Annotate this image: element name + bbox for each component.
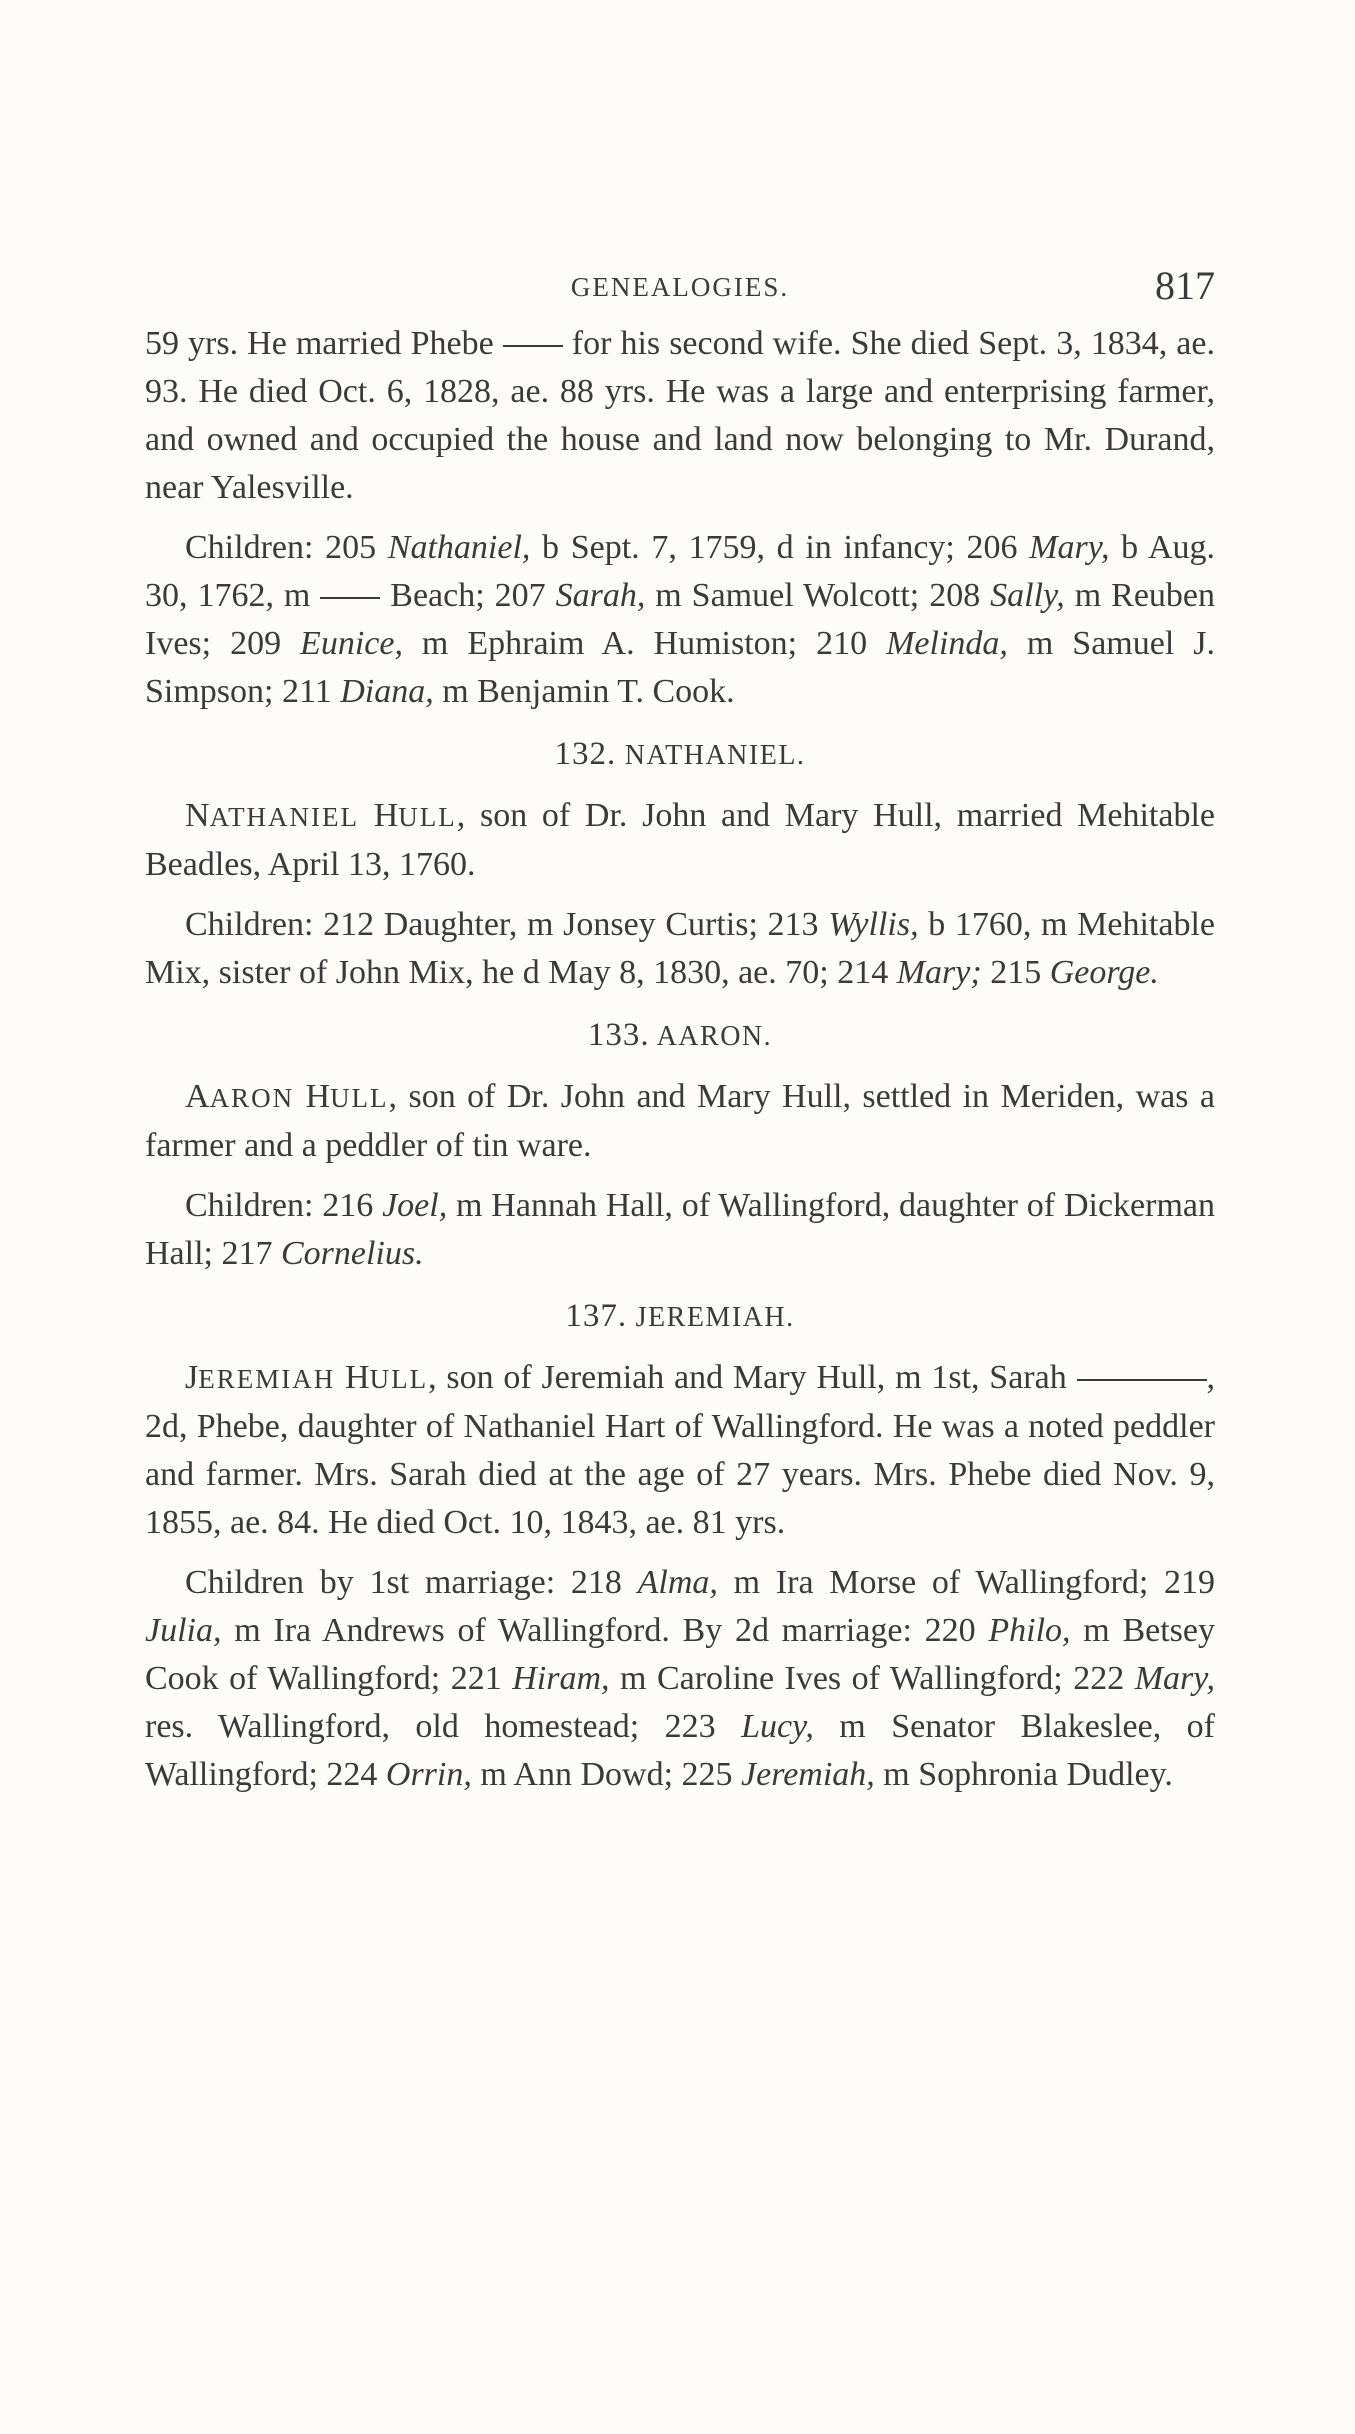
child-name: Orrin, xyxy=(385,1756,472,1793)
small-caps-initial: H xyxy=(335,1359,370,1396)
section-number: 133. xyxy=(587,1017,650,1053)
child-name: Jeremiah, xyxy=(741,1756,875,1793)
small-caps-text: ULL xyxy=(330,1083,389,1113)
text-segment: m Ira Morse of Wallingford; 219 xyxy=(717,1564,1216,1601)
text-segment: m Ann Dowd; 225 xyxy=(471,1756,742,1793)
text-segment: , 2d, Phebe, daughter of Nathaniel Hart of Wallingford. He was a noted peddler and farmer. Mrs. Sarah died at the age of 27 years. Mrs. Phebe died Nov. 9, 1855, ae. 84. He died Oct. 10, 1843, ae. 81 yrs. xyxy=(145,1359,1215,1541)
text-segment: for his second wife. She died Sept. 3, 1834, ae. 93. He died Oct. 6, 1828, ae. 88 yrs. He was a large and enterprising farmer, and owned and occupied the house and land now belonging to Mr. Durand, near Yalesville. xyxy=(145,325,1215,506)
section-heading-132 xyxy=(145,730,1215,780)
text-segment: m Samuel J. Simpson; 211 xyxy=(145,625,1215,710)
text-segment: m Caroline Ives of Wallingford; 222 xyxy=(609,1660,1135,1697)
section-heading-133 xyxy=(145,1011,1215,1061)
small-caps-initial: N xyxy=(185,797,210,834)
text-segment: 215 xyxy=(981,954,1050,991)
small-caps-initial: A xyxy=(185,1078,210,1115)
text-segment: m Reuben Ives; 209 xyxy=(145,577,1215,662)
text-segment: b 1760, m Mehitable Mix, sister of John Mix, he d May 8, 1830, ae. 70; 214 xyxy=(145,906,1215,991)
blank-dash xyxy=(503,345,563,347)
child-name: Lucy, xyxy=(741,1708,814,1745)
small-caps-initial: H xyxy=(294,1078,331,1115)
paragraph-nathaniel xyxy=(145,792,1215,889)
running-head xyxy=(145,263,1215,320)
paragraph-continuation xyxy=(145,320,1215,512)
text-segment: , son of Jeremiah and Mary Hull, m 1st, Sarah xyxy=(428,1359,1077,1396)
text-segment: m Hannah Hall, of Wallingford, daughter of Dickerman Hall; 217 xyxy=(145,1187,1215,1272)
section-number: 132. xyxy=(554,736,617,772)
text-segment: b Sept. 7, 1759, d in infancy; 206 xyxy=(530,529,1030,566)
small-caps-text: ULL xyxy=(398,802,457,832)
child-name: Mary; xyxy=(896,954,982,991)
paragraph-jeremiah xyxy=(145,1354,1215,1547)
child-name: Alma, xyxy=(637,1564,718,1601)
small-caps-initial: J xyxy=(185,1359,199,1396)
small-caps-text: ULL xyxy=(369,1364,429,1394)
blank-dash xyxy=(1077,1379,1207,1381)
child-name: Joel, xyxy=(382,1187,448,1224)
child-name: Hiram, xyxy=(512,1660,610,1697)
paragraph-children-131 xyxy=(145,524,1215,716)
text-segment: Children: 212 Daughter, m Jonsey Curtis; 213 xyxy=(185,906,829,943)
blank-dash xyxy=(320,597,380,599)
text-segment: , son of Dr. John and Mary Hull, married Mehitable Beadles, April 13, 1760. xyxy=(145,797,1215,883)
child-name: Mary, xyxy=(1029,529,1110,566)
running-head-title: GENEALOGIES. xyxy=(570,272,790,302)
child-name: Mary, xyxy=(1134,1660,1215,1697)
book-page xyxy=(145,263,1216,1811)
text-segment: m Benjamin T. Cook. xyxy=(433,673,735,710)
text-segment: m Betsey Cook of Wallingford; 221 xyxy=(145,1612,1215,1697)
paragraph-children-132 xyxy=(145,901,1215,997)
section-name: JEREMIAH. xyxy=(635,1302,795,1333)
text-segment: Children by 1st marriage: 218 xyxy=(185,1564,638,1601)
child-name: Melinda, xyxy=(886,625,1008,662)
text-segment: b Aug. 30, 1762, m xyxy=(145,529,1215,614)
section-name: NATHANIEL. xyxy=(624,740,806,771)
small-caps-text: ATHANIEL xyxy=(209,802,360,832)
text-segment: m Ira Andrews of Wallingford. By 2d marriage: 220 xyxy=(221,1612,989,1649)
text-segment: Children: 216 xyxy=(185,1187,383,1224)
section-name: AARON. xyxy=(656,1021,773,1052)
small-caps-initial: H xyxy=(359,797,399,834)
text-segment: m Senator Blakeslee, of Wallingford; 224 xyxy=(145,1708,1215,1793)
child-name: Philo, xyxy=(988,1612,1071,1649)
small-caps-text: ARON xyxy=(209,1083,295,1113)
child-name: Eunice, xyxy=(300,625,403,662)
child-name: Nathaniel, xyxy=(387,529,531,566)
text-segment: m Samuel Wolcott; 208 xyxy=(645,577,991,614)
text-segment: Children: 205 xyxy=(185,529,388,566)
small-caps-text: EREMIAH xyxy=(198,1364,336,1394)
child-name: Cornelius. xyxy=(280,1235,424,1272)
text-segment: m Sophronia Dudley. xyxy=(874,1756,1173,1793)
section-number: 137. xyxy=(565,1298,628,1334)
child-name: Julia, xyxy=(145,1612,222,1649)
text-segment: , son of Dr. John and Mary Hull, settled in Meriden, was a farmer and a peddler of tin ware. xyxy=(145,1078,1215,1164)
child-name: Sally, xyxy=(990,577,1065,614)
paragraph-children-133 xyxy=(145,1182,1215,1278)
child-name: Diana, xyxy=(340,673,434,710)
text-segment: res. Wallingford, old homestead; 223 xyxy=(145,1708,742,1745)
section-heading-137 xyxy=(145,1292,1215,1342)
paragraph-aaron xyxy=(145,1073,1215,1170)
text-segment: Beach; 207 xyxy=(380,577,556,614)
paragraph-children-137 xyxy=(145,1559,1215,1799)
child-name: George. xyxy=(1049,954,1159,991)
text-segment: m Ephraim A. Humiston; 210 xyxy=(402,625,887,662)
page-number: 817 xyxy=(1155,263,1215,308)
child-name: Wyllis, xyxy=(828,906,919,943)
text-segment: 59 yrs. He married Phebe xyxy=(145,325,503,362)
child-name: Sarah, xyxy=(555,577,646,614)
